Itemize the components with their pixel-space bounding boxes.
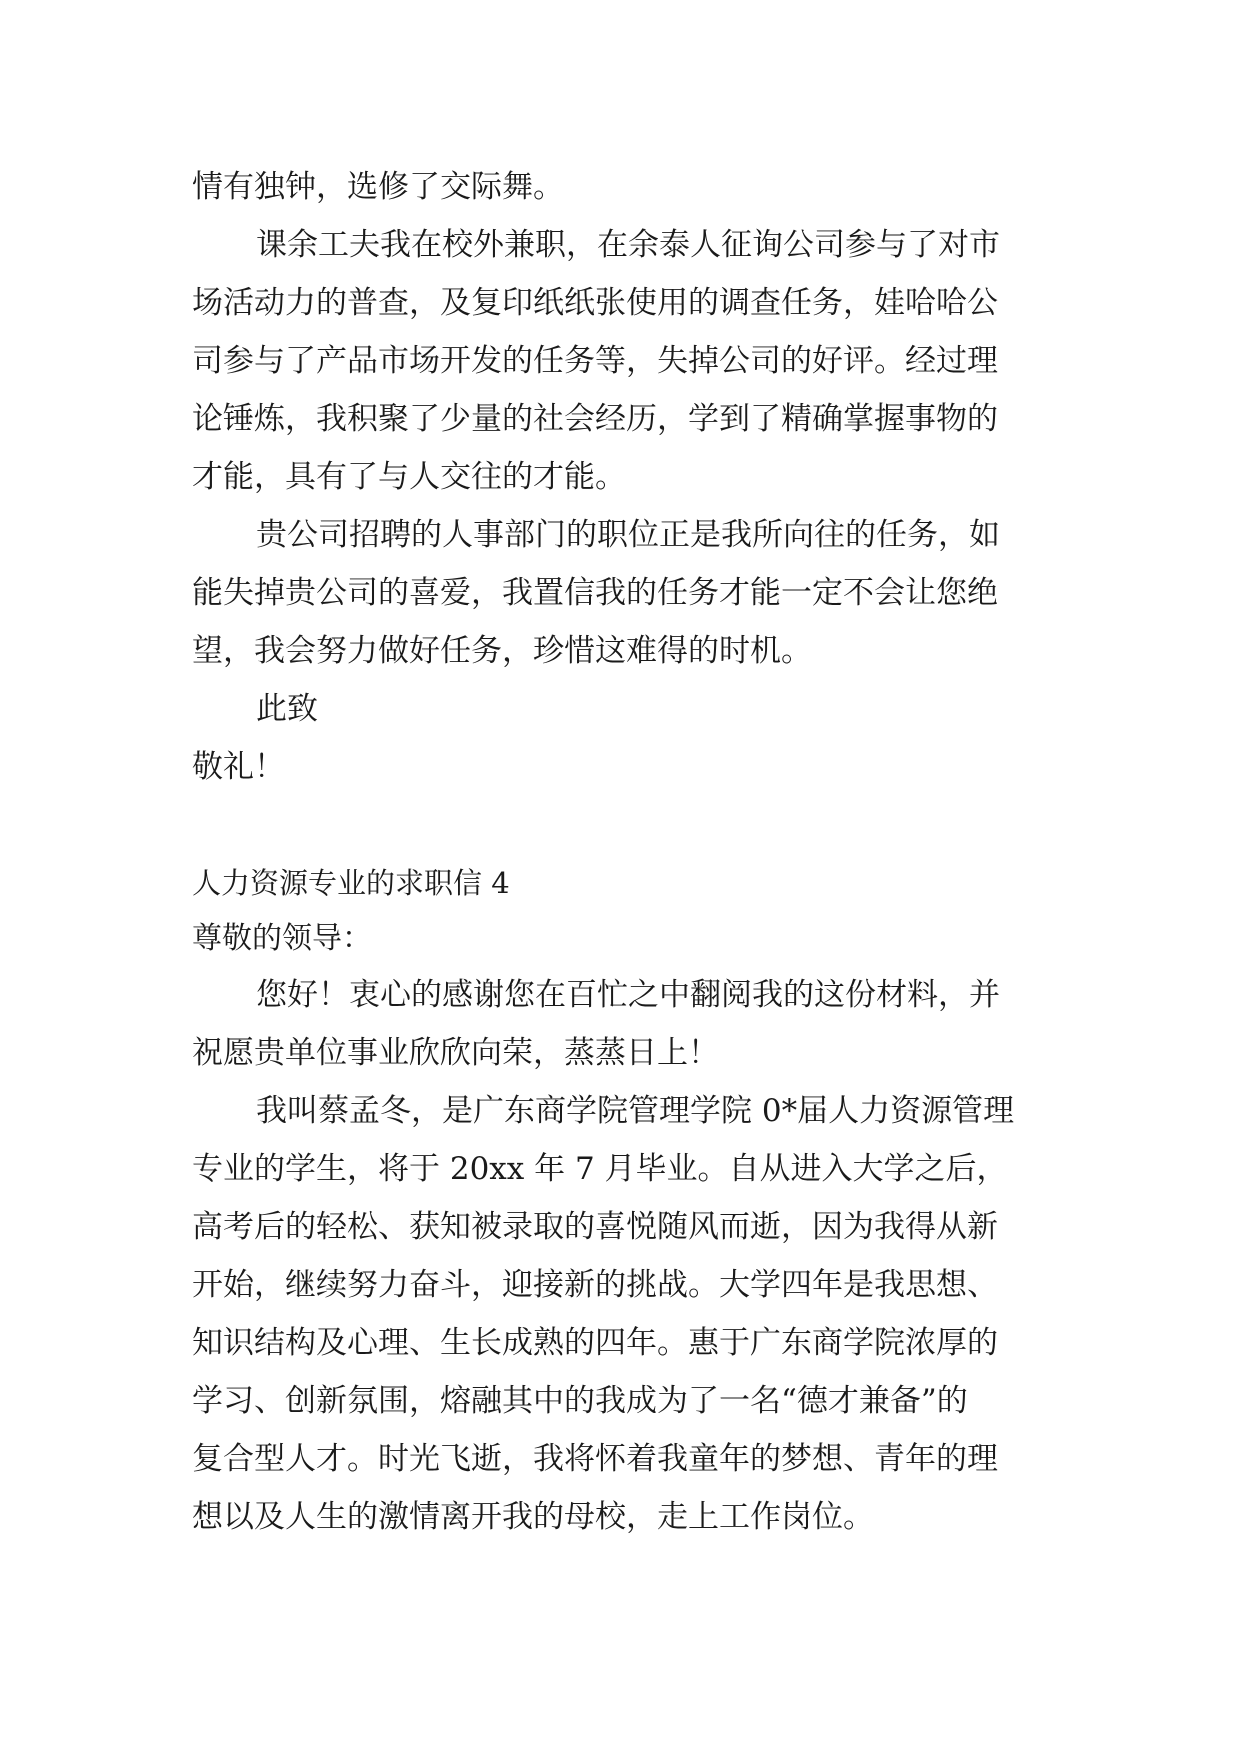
paragraph-line: 我叫蔡孟冬，是广东商学院管理学院 0*届人力资源管理	[256, 1093, 1015, 1129]
paragraph-line: 能失掉贵公司的喜爱，我置信我的任务才能一定不会让您绝	[192, 575, 998, 611]
section-3-letter-end	[192, 158, 1062, 796]
paragraph-line: 知识结构及心理、生长成熟的四年。惠于广东商学院浓厚的	[192, 1325, 998, 1361]
paragraph-line: 望，我会努力做好任务，珍惜这难得的时机。	[192, 633, 812, 669]
paragraph-line: 场活动力的普查，及复印纸纸张使用的调查任务，娃哈哈公	[192, 285, 998, 321]
section-gap	[192, 796, 1062, 854]
closing-line: 此致	[256, 691, 318, 727]
paragraph-line: 贵公司招聘的人事部门的职位正是我所向往的任务，如	[256, 517, 1000, 553]
paragraph-line: 开始，继续努力奋斗，迎接新的挑战。大学四年是我思想、	[192, 1267, 998, 1303]
paragraph-line: 高考后的轻松、获知被录取的喜悦随风而逝，因为我得从新	[192, 1209, 998, 1245]
paragraph-line: 情有独钟，选修了交际舞。	[192, 169, 564, 205]
paragraph-line: 祝愿贵单位事业欣欣向荣，蒸蒸日上！	[192, 1035, 719, 1071]
paragraph-line: 复合型人才。时光飞逝，我将怀着我童年的梦想、青年的理	[192, 1441, 998, 1477]
section-title: 人力资源专业的求职信 4	[192, 866, 510, 900]
letter-greeting: 尊敬的领导：	[192, 921, 372, 956]
paragraph-line: 想以及人生的激情离开我的母校，走上工作岗位。	[192, 1499, 874, 1535]
paragraph-line: 专业的学生，将于 20xx 年 7 月毕业。自从进入大学之后，	[192, 1151, 1008, 1187]
paragraph-line: 司参与了产品市场开发的任务等，失掉公司的好评。经过理	[192, 343, 998, 379]
paragraph-line: 论锤炼，我积聚了少量的社会经历，学到了精确掌握事物的	[192, 401, 998, 437]
paragraph-line: 您好！衷心的感谢您在百忙之中翻阅我的这份材料，并	[256, 977, 1000, 1013]
document-page	[192, 158, 1062, 1546]
salutation-line: 敬礼！	[192, 749, 285, 785]
paragraph-line: 课余工夫我在校外兼职，在余泰人征询公司参与了对市	[256, 227, 1000, 263]
paragraph-line: 才能，具有了与人交往的才能。	[192, 459, 626, 495]
paragraph-line: 学习、创新氛围，熔融其中的我成为了一名“德才兼备”的	[192, 1383, 968, 1419]
section-4-letter	[192, 854, 1062, 1546]
